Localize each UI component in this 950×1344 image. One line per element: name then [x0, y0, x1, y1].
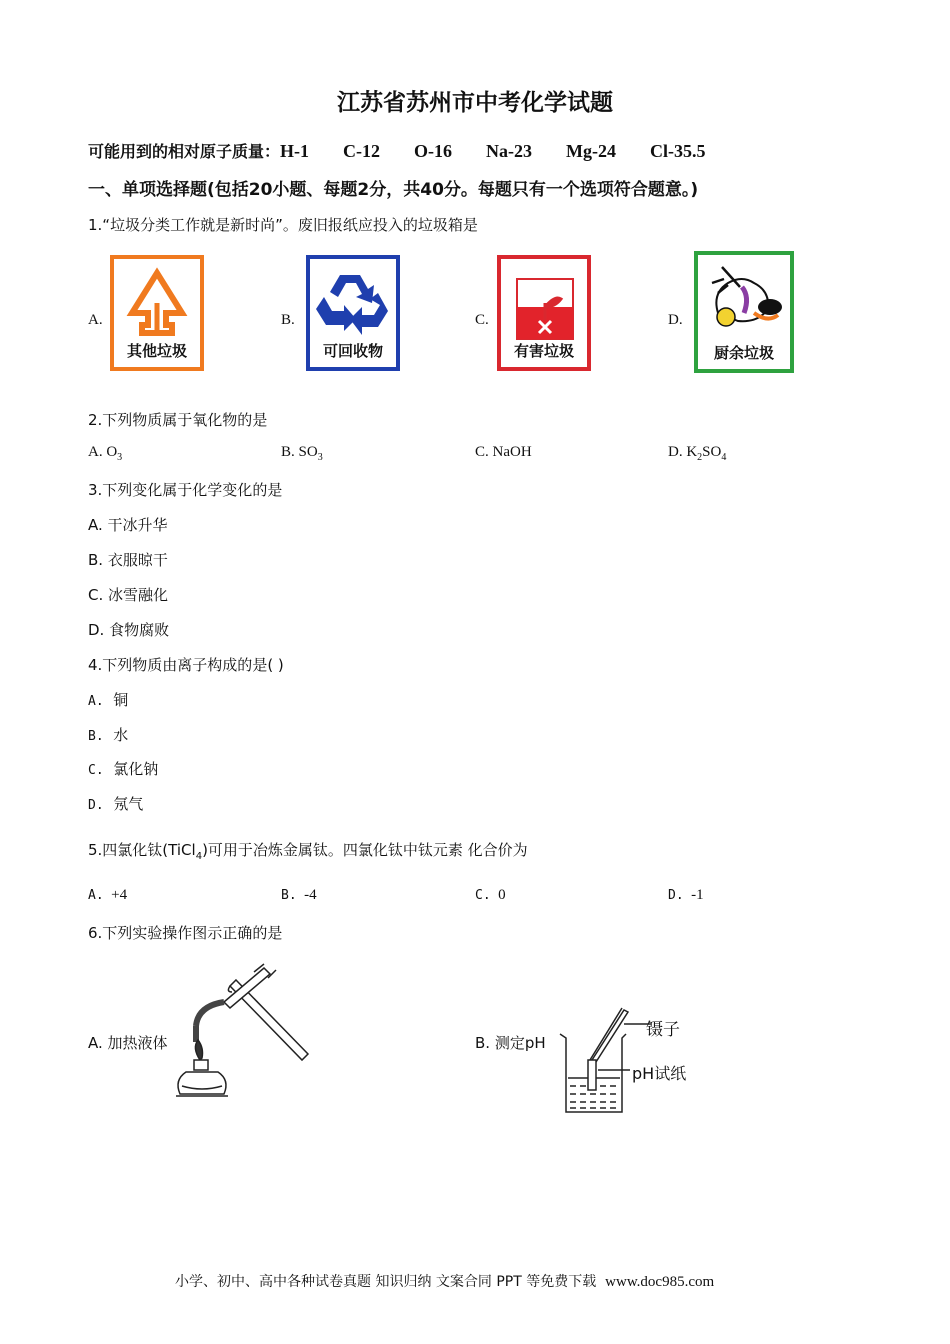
- option-text: 氖气: [113, 795, 144, 813]
- q3-option-d: D. 食物腐败: [88, 621, 170, 639]
- formula-subscript: 4: [195, 851, 203, 862]
- option-text: 氯化钠: [113, 760, 159, 778]
- formula-text: B. SO: [281, 444, 318, 460]
- q4-stem: 4.下列物质由离子构成的是( ): [88, 656, 284, 674]
- q4-option-b: [88, 724, 128, 745]
- q1-stem: 1.“垃圾分类工作就是新时尚”。废旧报纸应投入的垃圾箱是: [88, 216, 478, 234]
- option-letter: D.: [668, 888, 684, 903]
- q2-option-d: [668, 444, 726, 463]
- masses-label: 可能用到的相对原子质量：: [88, 142, 281, 161]
- heating-liquid-diagram: [168, 962, 318, 1108]
- q3-option-b: B. 衣服晾干: [88, 551, 168, 569]
- formula-text: A. O: [88, 444, 118, 460]
- option-letter: A.: [88, 888, 104, 903]
- recycle-icon: [310, 261, 396, 341]
- option-text: 铜: [113, 691, 129, 709]
- q6-stem: 6.下列实验操作图示正确的是: [88, 924, 283, 942]
- q3-option-a: A. 干冰升华: [88, 516, 168, 534]
- section-heading: 一、单项选择题(包括20小题、每题2分，共40分。每题只有一个选项符合题意。): [88, 180, 699, 200]
- food-waste-icon: [698, 257, 790, 339]
- formula-text: C. NaOH: [475, 444, 532, 460]
- q3-stem: 3.下列变化属于化学变化的是: [88, 481, 283, 499]
- q5-option-b: [281, 887, 317, 904]
- stem-text: 5.四氯化钛(TiCl: [88, 841, 196, 859]
- q2-option-b: [281, 444, 323, 463]
- option-letter: B.: [281, 888, 297, 903]
- option-text: -4: [304, 887, 317, 903]
- mass-o: O-16: [414, 141, 453, 161]
- option-letter: A.: [88, 694, 104, 709]
- formula-subscript: 3: [117, 452, 123, 463]
- q6-option-b: B. 测定pH: [475, 1034, 546, 1052]
- q4-option-d: [88, 793, 143, 814]
- page-title: 江苏省苏州市中考化学试题: [337, 89, 613, 116]
- q5-option-a: [88, 887, 127, 904]
- mass-h: H-1: [280, 141, 310, 161]
- q5-option-c: [475, 887, 506, 904]
- mass-na: Na-23: [486, 141, 533, 161]
- q2-option-a: [88, 444, 122, 463]
- mass-mg: Mg-24: [566, 141, 616, 161]
- q4-option-a: [88, 689, 128, 710]
- other-waste-icon: [114, 263, 200, 343]
- atomic-masses: [88, 139, 706, 162]
- q3-option-c: C. 冰雪融化: [88, 586, 169, 604]
- bin-caption: 其他垃圾: [126, 342, 187, 360]
- tweezers-label: 镊子: [646, 1020, 680, 1040]
- option-letter: C.: [475, 888, 491, 903]
- option-text: 0: [498, 887, 506, 903]
- footer: [175, 1271, 714, 1291]
- q2-stem: 2.下列物质属于氧化物的是: [88, 411, 268, 429]
- option-letter: C.: [88, 763, 104, 778]
- option-letter: B.: [88, 729, 104, 744]
- mass-c: C-12: [343, 141, 381, 161]
- recyclable-bin: [306, 255, 400, 371]
- ph-paper-label: pH试纸: [632, 1064, 687, 1083]
- option-text: -1: [691, 887, 704, 903]
- formula-subscript: 2: [697, 452, 703, 463]
- stem-text: )可用于冶炼金属钛。四氯化钛中钛元素 化合价为: [202, 841, 528, 859]
- bin-caption: 可回收物: [322, 342, 383, 360]
- bin-caption: 厨余垃圾: [713, 344, 774, 362]
- q1-option-c-letter: C.: [475, 312, 489, 328]
- kitchen-waste-bin: [694, 251, 794, 373]
- footer-text: 小学、初中、高中各种试卷真题 知识归纳 文案合同 PPT 等免费下载: [175, 1274, 597, 1290]
- formula-subscript: 3: [317, 452, 323, 463]
- hazard-icon: [501, 263, 587, 343]
- hazardous-bin: [497, 255, 591, 371]
- q5-stem: [88, 839, 528, 862]
- q1-option-d-letter: D.: [668, 312, 683, 328]
- option-text: 水: [113, 726, 129, 744]
- option-text: +4: [111, 887, 128, 903]
- q5-option-d: [668, 887, 704, 904]
- q2-option-c: [475, 444, 532, 461]
- formula-subscript: 4: [721, 452, 727, 463]
- q1-option-b-letter: B.: [281, 312, 295, 328]
- footer-url[interactable]: www.doc985.com: [605, 1274, 715, 1290]
- bin-caption: 有害垃圾: [513, 342, 574, 360]
- q6-option-a: A. 加热液体: [88, 1034, 168, 1052]
- q1-option-a-letter: A.: [88, 312, 103, 328]
- formula-text: D. K: [668, 444, 698, 460]
- q4-option-c: [88, 758, 158, 779]
- mass-cl: Cl-35.5: [650, 141, 706, 161]
- option-letter: D.: [88, 798, 104, 813]
- formula-text: SO: [702, 444, 722, 460]
- other-waste-bin: [110, 255, 204, 371]
